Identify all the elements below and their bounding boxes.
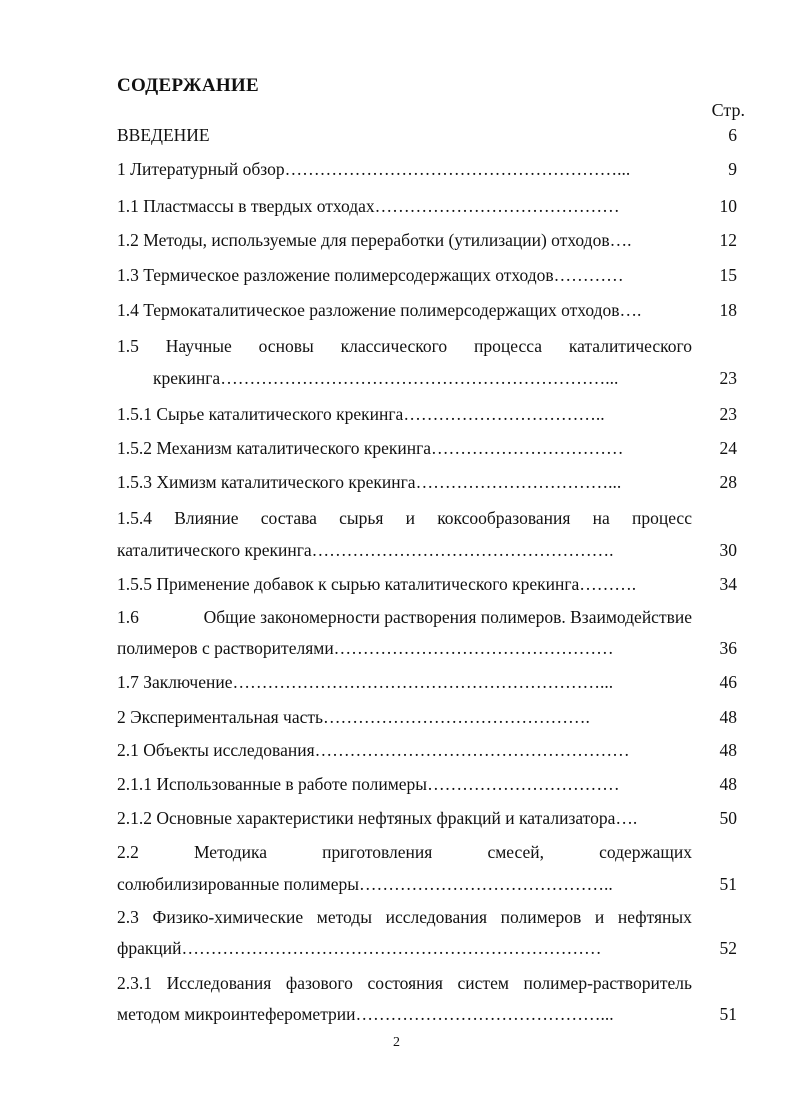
toc-page-number: 12 (719, 230, 737, 250)
toc-entry: полимеров с растворителями………………………………………… (117, 638, 614, 658)
toc-page-number: 34 (719, 574, 737, 594)
toc-entry: 2.1.1 Использованные в работе полимеры…………………………… (117, 774, 620, 794)
toc-page-number: 48 (719, 707, 737, 727)
toc-entry: методом микроинтеферометрии……………………………………... (117, 1004, 614, 1024)
toc-entry: каталитического крекинга……………………………………………. (117, 540, 614, 560)
toc-entry-justified: 2.2 Методика приготовления смесей, содержащих (117, 842, 692, 862)
toc-entry: 2 Экспериментальная часть………………………………………. (117, 707, 590, 727)
toc-page-number: 24 (719, 438, 737, 458)
toc-title: СОДЕРЖАНИЕ (117, 75, 259, 96)
toc-page-number: 30 (719, 540, 737, 560)
toc-page-number: 23 (719, 404, 737, 424)
toc-entry: фракций……………………………………………………………… (117, 938, 602, 958)
toc-entry: 1.5.2 Механизм каталитического крекинга…………………………… (117, 438, 624, 458)
toc-entry-justified: 2.3.1 Исследования фазового состояния систем полимер-растворитель (117, 973, 692, 993)
page-number: 2 (393, 1035, 400, 1050)
toc-page-number: 15 (719, 265, 737, 285)
toc-entry: 1.4 Термокаталитическое разложение полимерсодержащих отходов…. (117, 300, 642, 320)
toc-entry: крекинга…………………………………………………………... (153, 368, 619, 388)
toc-entry: 1.2 Методы, используемые для переработки (утилизации) отходов…. (117, 230, 632, 250)
toc-entry: 1.5.1 Сырье каталитического крекинга…………………………….. (117, 404, 605, 424)
toc-entry: солюбилизированные полимеры…………………………………….. (117, 874, 613, 894)
toc-page-number: 6 (728, 125, 737, 145)
toc-entry-justified: 1.6 Общие закономерности растворения полимеров. Взаимодействие (117, 607, 692, 627)
toc-entry: ВВЕДЕНИЕ (117, 125, 210, 145)
toc-entry-justified: 2.3 Физико-химические методы исследования полимеров и нефтяных (117, 907, 692, 927)
toc-entry-justified: 1.5.4 Влияние состава сырья и коксообразования на процесс (117, 508, 692, 528)
toc-page-number: 10 (719, 196, 737, 216)
toc-page-number: 48 (719, 774, 737, 794)
toc-page-number: 36 (719, 638, 737, 658)
toc-page-number: 48 (719, 740, 737, 760)
toc-entry-justified: 1.5 Научные основы классического процесса каталитического (117, 336, 692, 356)
toc-page-number: 52 (719, 938, 737, 958)
toc-entry: 1 Литературный обзор…………………………………………………... (117, 159, 631, 179)
toc-page-number: 51 (719, 874, 737, 894)
toc-entry: 1.1 Пластмассы в твердых отходах…………………………………… (117, 196, 620, 216)
toc-page-number: 9 (728, 159, 737, 179)
toc-entry: 1.7 Заключение………………………………………………………... (117, 672, 614, 692)
toc-entry: 1.3 Термическое разложение полимерсодержащих отходов………… (117, 265, 624, 285)
toc-entry: 1.5.5 Применение добавок к сырью каталитического крекинга………. (117, 574, 637, 594)
toc-page-number: 18 (719, 300, 737, 320)
toc-page-number: 50 (719, 808, 737, 828)
toc-entry: 2.1 Объекты исследования……………………………………………… (117, 740, 630, 760)
toc-page-number: 46 (719, 672, 737, 692)
toc-page-number: 28 (719, 472, 737, 492)
toc-entry: 2.1.2 Основные характеристики нефтяных фракций и катализатора…. (117, 808, 638, 828)
toc-page-number: 23 (719, 368, 737, 388)
toc-entry: 1.5.3 Химизм каталитического крекинга……………………………... (117, 472, 622, 492)
toc-page-number: 51 (719, 1004, 737, 1024)
page-column-label: Стр. (711, 100, 745, 120)
